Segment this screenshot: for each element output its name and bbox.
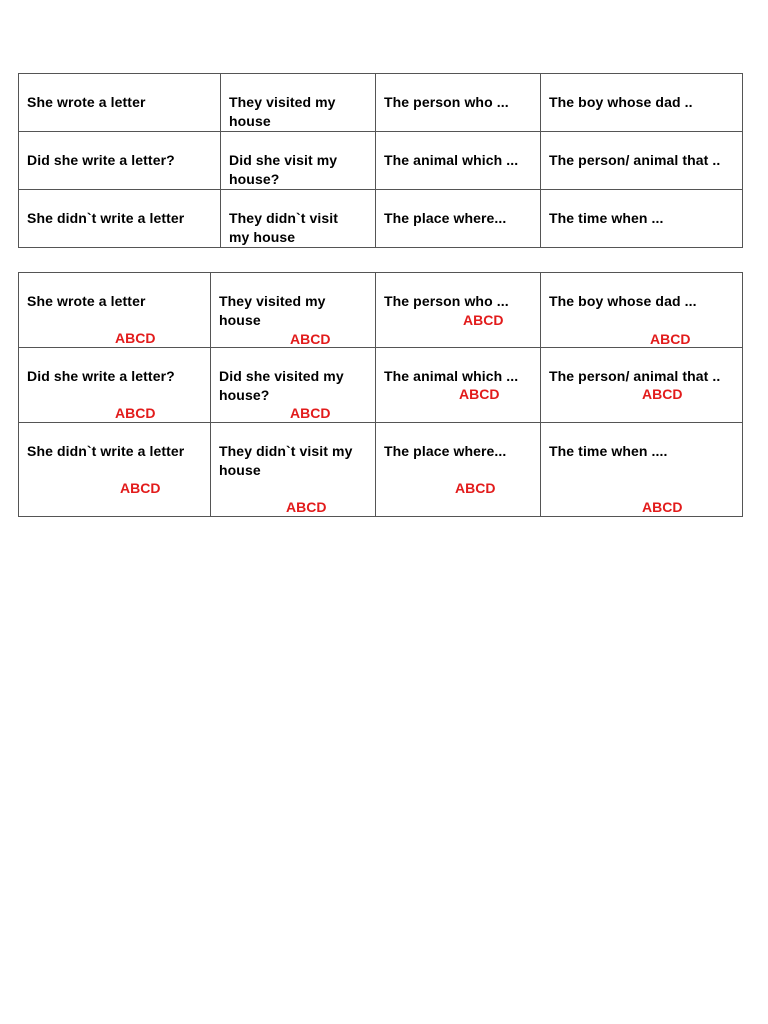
sentence-table-plain (18, 73, 743, 248)
sentence-table-marked (18, 272, 743, 517)
table-cell (541, 132, 743, 190)
cell-text: Did she visited my house? (219, 368, 344, 403)
answer-mark: ABCD (120, 480, 161, 496)
cell-text: Did she visit my house? (229, 152, 338, 187)
cell-text: The time when .... (549, 443, 668, 459)
cell-text: The animal which ... (384, 368, 519, 384)
table-cell (19, 132, 221, 190)
table-cell (541, 348, 743, 423)
cell-text: The person/ animal that .. (549, 368, 721, 384)
cell-text: She didn`t write a letter (27, 210, 185, 226)
table-cell (221, 74, 376, 132)
cell-text: She wrote a letter (27, 293, 146, 309)
answer-mark: ABCD (455, 480, 496, 496)
table-cell (221, 190, 376, 248)
table-row (19, 423, 743, 517)
table-cell (211, 423, 376, 517)
table-cell (541, 273, 743, 348)
answer-mark: ABCD (115, 330, 156, 346)
answer-mark: ABCD (642, 499, 683, 515)
cell-text: The animal which ... (384, 152, 519, 168)
table-cell (541, 423, 743, 517)
table-cell (19, 348, 211, 423)
table-cell (541, 190, 743, 248)
cell-text: The person who ... (384, 293, 509, 309)
cell-text: The boy whose dad .. (549, 94, 693, 110)
table-cell (221, 132, 376, 190)
cell-text: The person who ... (384, 94, 509, 110)
table-row (19, 190, 743, 248)
cell-text: They didn`t visit my house (229, 210, 339, 245)
table-row (19, 348, 743, 423)
table-cell (376, 190, 541, 248)
cell-text: They visited my house (229, 94, 336, 129)
table-row (19, 273, 743, 348)
cell-text: She didn`t write a letter (27, 443, 185, 459)
table-cell (376, 423, 541, 517)
table-cell (211, 273, 376, 348)
cell-text: They didn`t visit my house (219, 443, 353, 478)
table-cell (19, 74, 221, 132)
cell-text: The boy whose dad ... (549, 293, 697, 309)
answer-mark: ABCD (290, 331, 331, 347)
table-row (19, 74, 743, 132)
table-cell (376, 74, 541, 132)
answer-mark: ABCD (642, 386, 683, 402)
table-cell (376, 348, 541, 423)
table-cell (19, 273, 211, 348)
table-cell (19, 190, 221, 248)
cell-text: Did she write a letter? (27, 152, 175, 168)
answer-mark: ABCD (290, 405, 331, 421)
table-cell (376, 273, 541, 348)
table-row (19, 132, 743, 190)
table-cell (19, 423, 211, 517)
cell-text: She wrote a letter (27, 94, 146, 110)
table-cell (211, 348, 376, 423)
answer-mark: ABCD (286, 499, 327, 515)
cell-text: Did she write a letter? (27, 368, 175, 384)
answer-mark: ABCD (463, 312, 504, 328)
cell-text: The place where... (384, 210, 507, 226)
cell-text: The place where... (384, 443, 507, 459)
cell-text: The person/ animal that .. (549, 152, 721, 168)
answer-mark: ABCD (115, 405, 156, 421)
answer-mark: ABCD (650, 331, 691, 347)
cell-text: They visited my house (219, 293, 326, 328)
table-cell (541, 74, 743, 132)
table-cell (376, 132, 541, 190)
cell-text: The time when ... (549, 210, 664, 226)
answer-mark: ABCD (459, 386, 500, 402)
